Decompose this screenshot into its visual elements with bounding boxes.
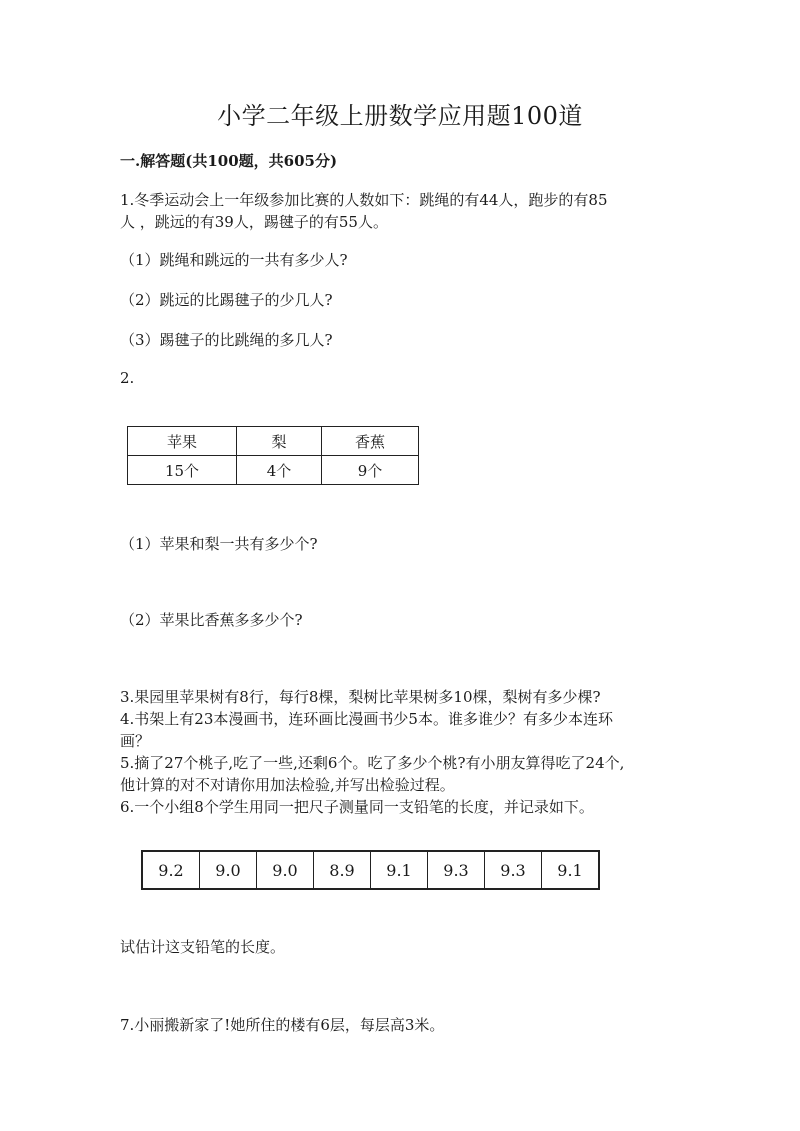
question-2-sub-1: （1）苹果和梨一共有多少个? [120,535,318,553]
question-5-line-2: 他计算的对不对请你用加法检验,并写出检验过程。 [120,776,455,794]
question-1-sub-1: （1）跳绳和跳远的一共有多少人? [120,251,348,269]
table-header-cell: 香蕉 [322,427,419,456]
question-1-line-2: 人 ，跳远的有39人，踢毽子的有55人。 [120,213,388,231]
measurement-cell: 9.1 [371,851,428,889]
page-title: 小学二年级上册数学应用题100道 [217,102,583,130]
fruit-count-table [127,426,419,485]
table-row [128,456,419,485]
question-4-line-2: 画？ [120,732,151,750]
question-7: 7.小丽搬新家了!她所住的楼有6层，每层高3米。 [120,1016,445,1034]
table-header-cell: 梨 [237,427,322,456]
measurement-cell: 9.1 [542,851,600,889]
measurement-cell: 9.3 [428,851,485,889]
table-cell: 9个 [322,456,419,485]
measurement-cell: 9.3 [485,851,542,889]
question-2-sub-2: （2）苹果比香蕉多多少个? [120,611,303,629]
question-1-sub-2: （2）跳远的比踢毽子的少几人? [120,291,333,309]
table-row [142,851,599,889]
measurement-cell: 8.9 [314,851,371,889]
measurement-cell: 9.2 [142,851,200,889]
question-2-label: 2. [120,369,135,387]
question-3: 3.果园里苹果树有8行，每行8棵，梨树比苹果树多10棵，梨树有多少棵? [120,688,601,706]
table-header-cell: 苹果 [128,427,237,456]
question-1-line-1: 1.冬季运动会上一年级参加比赛的人数如下：跳绳的有44人，跑步的有85 [120,191,608,209]
question-1-sub-3: （3）踢毽子的比跳绳的多几人? [120,331,333,349]
measurement-cell: 9.0 [257,851,314,889]
question-6-prompt: 试估计这支铅笔的长度。 [120,938,286,956]
question-4-line-1: 4.书架上有23本漫画书，连环画比漫画书少5本。谁多谁少？有多少本连环 [120,710,613,728]
table-cell: 15个 [128,456,237,485]
section-heading: 一.解答题(共100题，共605分) [120,152,338,170]
table-cell: 4个 [237,456,322,485]
question-5-line-1: 5.摘了27个桃子,吃了一些,还剩6个。吃了多少个桃?有小朋友算得吃了24个, [120,754,625,772]
measurement-table [141,850,600,890]
measurement-cell: 9.0 [200,851,257,889]
table-header-row [128,427,419,456]
question-6: 6.一个小组8个学生用同一把尺子测量同一支铅笔的长度，并记录如下。 [120,798,594,816]
